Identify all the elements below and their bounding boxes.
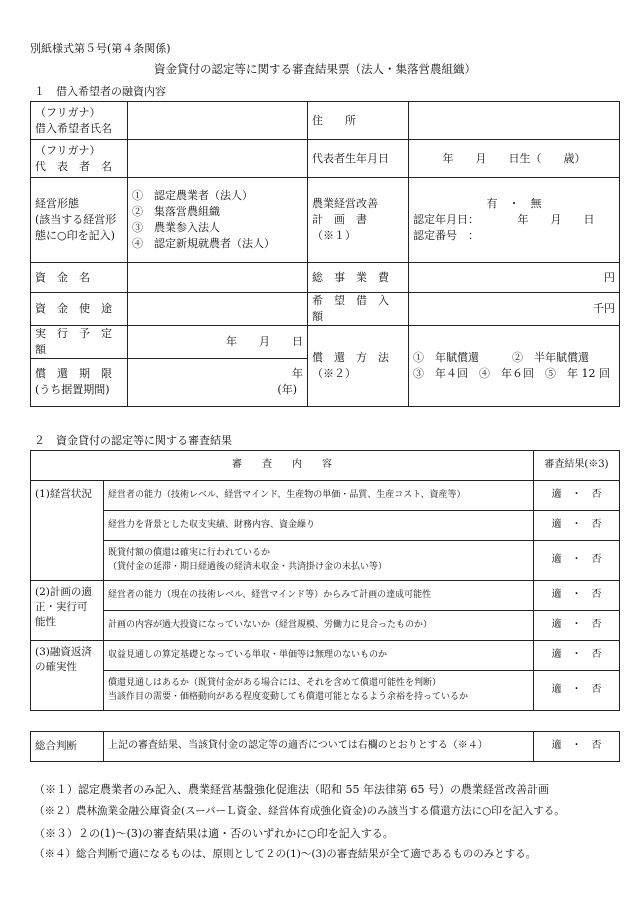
overall-text: 上記の審査結果、当該貸付金の認定等の適否については右欄のとおりとする（※４） — [104, 732, 534, 762]
result-cell[interactable]: 適 ・ 否 — [534, 481, 620, 511]
note-3: （※３）２の(1)～(3)の審査結果は適・否のいずれかに○印を記入する。 — [34, 827, 394, 840]
repay-period-label: 償 還 期 限 (うち据置期間) — [31, 358, 128, 406]
review-item: 経営者の能力（現在の技術レベル、経営マインド等）からみて計画の達成可能性 — [104, 581, 534, 611]
desired-amount-field[interactable]: 千円 — [409, 293, 620, 326]
section2-heading: ２ 資金貸付の認定等に関する審査結果 — [34, 434, 232, 447]
page-title: 資金貸付の認定等に関する審査結果票（法人・集落営農組織） — [154, 62, 476, 76]
group-label-plan-feasibility: (2)計画の適 正・実行可 能性 — [31, 581, 104, 641]
form-number: 別紙様式第５号(第４条関係) — [30, 42, 171, 55]
repay-period-field[interactable]: 年 (年) — [128, 358, 308, 406]
overall-label: 総合判断 — [31, 732, 104, 762]
total-cost-label: 総 事 業 費 — [308, 263, 409, 293]
review-item: 収益見通しの算定基礎となっている単収・単価等は無理のないものか — [104, 641, 534, 671]
review-results-table — [30, 450, 620, 711]
note-4: （※４）総合判断で適になるものは、原則として２の(1)～(3)の審査結果が全て適であるもののみとする。 — [34, 848, 537, 860]
address-field[interactable] — [409, 102, 620, 140]
review-item: 経営力を背景とした収支実績、財務内容、資金繰り — [104, 511, 534, 541]
result-cell[interactable]: 適 ・ 否 — [534, 511, 620, 541]
note-2: （※２）農林漁業金融公庫資金(スーパーＬ資金、経営体育成強化資金)のみ該当する償還方法に○印を記入する。 — [34, 805, 565, 817]
result-cell[interactable]: 適 ・ 否 — [534, 541, 620, 581]
mgmt-form-options[interactable]: ① 認定農業者（法人） ② 集落営農組織 ③ 農業参入法人 ④ 認定新規就農者（法人） — [128, 178, 308, 263]
review-item: 経営者の能力（技術レベル、経営マインド、生産物の単価・品質、生産コスト、資産等） — [104, 481, 534, 511]
review-item: 計画の内容が過大投資になっていないか（経営規模、労働力に見合ったものか） — [104, 611, 534, 641]
loan-details-table — [30, 101, 620, 407]
review-item: 既貸付額の償還は確実に行われているか （貸付金の延滞・期日経過後の経済未収金・共済掛け金の未払い等） — [104, 541, 534, 581]
borrower-name-field[interactable] — [128, 102, 308, 140]
repay-method-label: 償 還 方 法 （※２） — [308, 325, 409, 406]
fund-use-field[interactable] — [128, 293, 308, 326]
rep-name-field[interactable] — [128, 140, 308, 178]
result-cell[interactable]: 適 ・ 否 — [534, 641, 620, 671]
group-label-repayment: (3)融資返済 の確実性 — [31, 641, 104, 711]
rep-birth-field[interactable]: 年 月 日生（ 歳） — [409, 140, 620, 178]
col-result-header: 審査結果(※3) — [534, 451, 620, 481]
rep-birth-label: 代表者生年月日 — [308, 140, 409, 178]
fund-name-field[interactable] — [128, 263, 308, 293]
fund-use-label: 資 金 使 途 — [31, 293, 128, 326]
result-cell[interactable]: 適 ・ 否 — [534, 581, 620, 611]
result-cell[interactable]: 適 ・ 否 — [534, 671, 620, 711]
repay-method-options[interactable]: ① 年賦償還 ② 半年賦償還 ③ 年４回 ④ 年６回 ⑤ 年 12 回 — [409, 325, 620, 406]
note-1: （※１）認定農業者のみ記入、農業経営基盤強化促進法（昭和 55 年法律第 65 号）の農業経営改善計画 — [34, 783, 549, 796]
group-label-mgmt-status: (1)経営状況 — [31, 481, 104, 581]
overall-judgement-table — [30, 731, 620, 762]
desired-amount-label: 希 望 借 入 額 — [308, 293, 409, 326]
result-cell[interactable]: 適 ・ 否 — [534, 611, 620, 641]
mgmt-form-label: 経営形態 (該当する経営形 態に○印を記入) — [31, 178, 128, 263]
plan-label: 農業経営改善 計 画 書 （※１） — [308, 178, 409, 263]
review-item: 償還見通しはあるか（既貸付金がある場合には、それを含めて償還可能性を判断） 当該作目の需要・価格動向がある程度変動しても償還可能となるよう余裕を持っているか — [104, 671, 534, 711]
planned-date-label: 実 行 予 定 額 — [31, 325, 128, 358]
fund-name-label: 資 金 名 — [31, 263, 128, 293]
section1-heading: １ 借入希望者の融資内容 — [34, 85, 166, 98]
rep-name-label: （フリガナ） 代 表 者 名 — [31, 140, 128, 178]
planned-date-field[interactable]: 年 月 日 — [128, 325, 308, 358]
address-label: 住 所 — [308, 102, 409, 140]
col-content-header: 審 査 内 容 — [31, 451, 534, 481]
overall-result[interactable]: 適 ・ 否 — [534, 732, 620, 762]
total-cost-field[interactable]: 円 — [409, 263, 620, 293]
plan-values[interactable]: 有 ・ 無 認定年月日： 年 月 日 認定番号 ： — [409, 178, 620, 263]
borrower-name-label: （フリガナ） 借入希望者氏名 — [31, 102, 128, 140]
